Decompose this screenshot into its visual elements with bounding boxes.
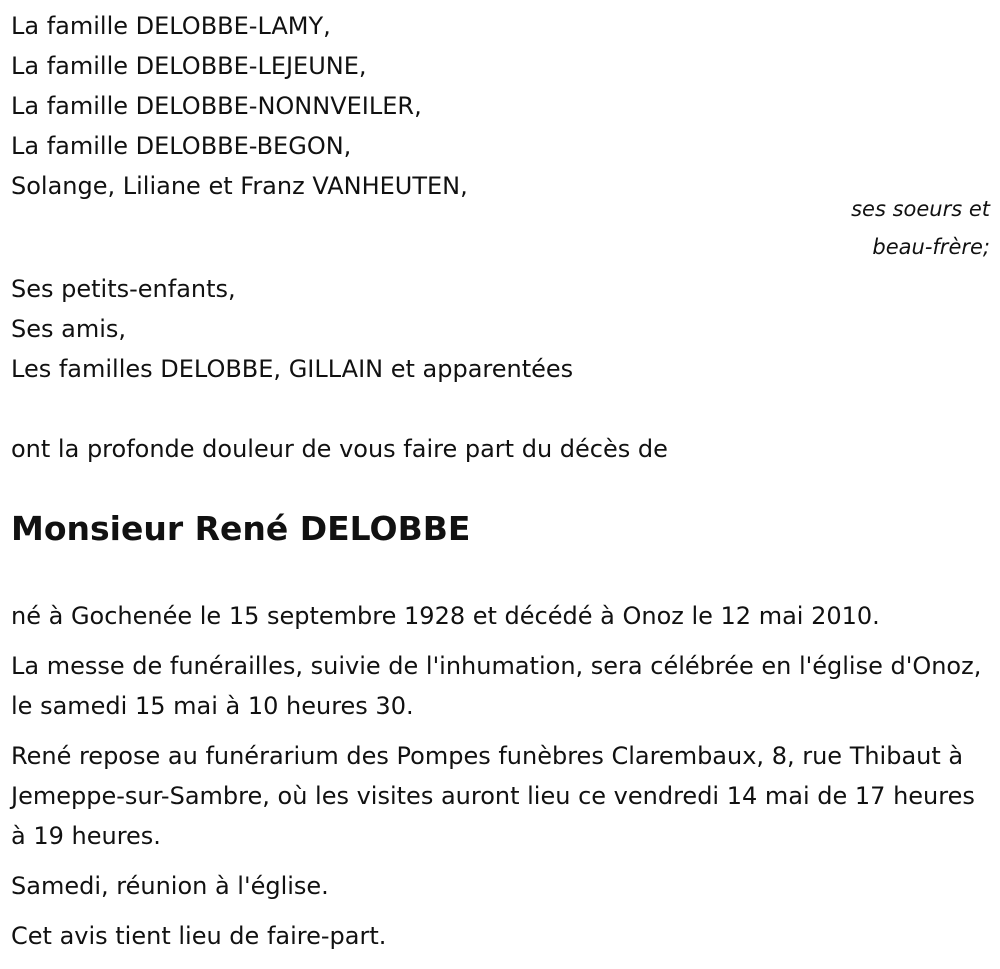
mourner-line: Les familles DELOBBE, GILLAIN et apparentées: [11, 355, 574, 383]
details-section: [11, 596, 989, 966]
family-list: [11, 6, 468, 206]
mourner-line: Ses amis,: [11, 315, 127, 343]
relation-line: beau-frère;: [872, 235, 990, 259]
visitation-paragraph: René repose au funérarium des Pompes funèbres Clarembaux, 8, rue Thibaut à Jemeppe-sur-Sambre, où les visites auront lieu ce vendredi 14 mai de 17 heures à 19 heures.: [11, 742, 975, 850]
mourner-line: Ses petits-enfants,: [11, 275, 236, 303]
family-line: Solange, Liliane et Franz VANHEUTEN,: [11, 172, 468, 200]
meeting-paragraph: Samedi, réunion à l'église.: [11, 872, 329, 900]
relation-note: [851, 190, 990, 266]
family-line: La famille DELOBBE-LAMY,: [11, 12, 331, 40]
notice-paragraph: Cet avis tient lieu de faire-part.: [11, 922, 387, 950]
funeral-paragraph: La messe de funérailles, suivie de l'inhumation, sera célébrée en l'église d'Onoz, le samedi 15 mai à 10 heures 30.: [11, 652, 982, 720]
announcement-text: ont la profonde douleur de vous faire part du décès de: [11, 435, 668, 463]
family-line: La famille DELOBBE-LEJEUNE,: [11, 52, 367, 80]
deceased-name: Monsieur René DELOBBE: [11, 509, 471, 548]
relation-line: ses soeurs et: [851, 197, 990, 221]
other-mourners: [11, 269, 573, 389]
family-line: La famille DELOBBE-BEGON,: [11, 132, 352, 160]
birth-death-paragraph: né à Gochenée le 15 septembre 1928 et décédé à Onoz le 12 mai 2010.: [11, 602, 880, 630]
family-line: La famille DELOBBE-NONNVEILER,: [11, 92, 422, 120]
